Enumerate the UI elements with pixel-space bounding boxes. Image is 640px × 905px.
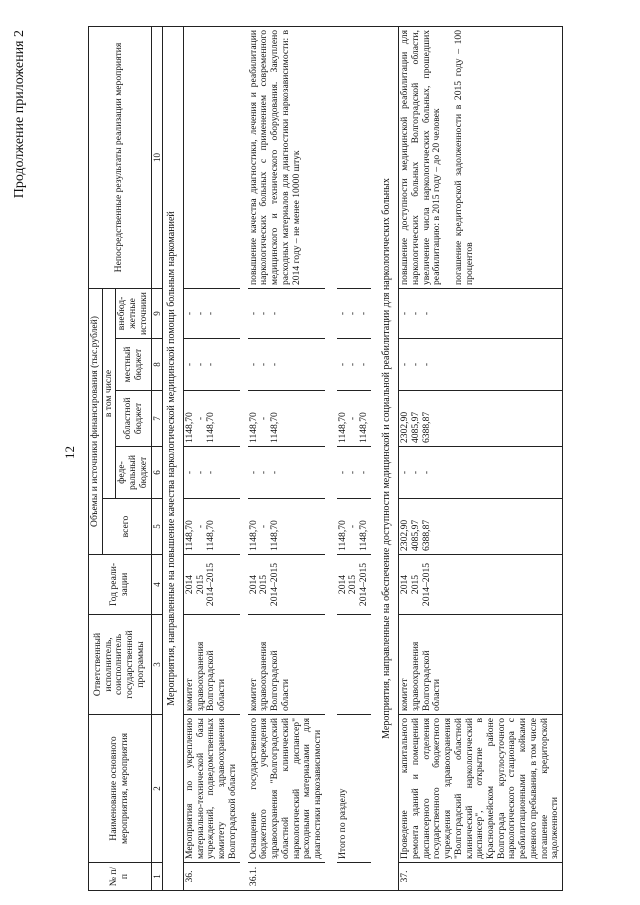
year-value: 2015 bbox=[347, 574, 359, 595]
measure-name: Мероприятия по укреплению материально-технической базы учреждений, подведомственных комитету здравоохранения Волгоградской области bbox=[183, 715, 239, 863]
total-value: 1148,70 bbox=[205, 520, 217, 551]
regional-value: - bbox=[258, 416, 270, 421]
executor: комитет здравоохранения Волгоградской области bbox=[399, 615, 563, 715]
regional-value: 1148,70 bbox=[183, 412, 195, 443]
header-extra: внебюд-жетные источники bbox=[116, 288, 151, 338]
column-number-row bbox=[151, 26, 162, 890]
extra-value: - bbox=[205, 311, 217, 316]
federal-value: - bbox=[358, 470, 370, 475]
header-name: Наименование основного мероприятия, мероприятия bbox=[89, 715, 152, 863]
total-value: 1148,70 bbox=[183, 520, 195, 551]
federal-value: - bbox=[269, 470, 281, 475]
year-value: 2014–2015 bbox=[358, 562, 370, 607]
federal-value: - bbox=[183, 470, 195, 475]
col-number: 5 bbox=[151, 499, 162, 555]
local-value: - bbox=[247, 362, 259, 367]
row-number: 36. bbox=[183, 863, 239, 891]
local-value: - bbox=[358, 362, 370, 367]
federal-value: - bbox=[409, 470, 421, 475]
local-value: - bbox=[409, 362, 421, 367]
subtotal-row bbox=[337, 26, 371, 890]
federal-value: - bbox=[194, 470, 206, 475]
regional-value: 1148,70 bbox=[269, 412, 281, 443]
federal-value: - bbox=[420, 470, 432, 475]
header-local: местный бюджет bbox=[116, 339, 151, 391]
table-row bbox=[399, 26, 563, 890]
extra-value: - bbox=[420, 311, 432, 316]
result-text: погашение кредиторской задолженности в 2015 году – 100 процентов bbox=[453, 29, 475, 285]
total-value: 1148,70 bbox=[336, 520, 348, 551]
year-value: 2014–2015 bbox=[420, 562, 432, 607]
extra-value: - bbox=[336, 311, 348, 316]
program-table bbox=[88, 26, 563, 891]
col-number: 10 bbox=[151, 26, 162, 288]
regional-value: - bbox=[194, 416, 206, 421]
local-value: - bbox=[205, 362, 217, 367]
year-value: 2014 bbox=[247, 574, 259, 595]
executor: комитет здравоохранения Волгоградской области bbox=[248, 615, 325, 715]
regional-value: 1148,70 bbox=[358, 412, 370, 443]
federal-value: - bbox=[258, 470, 270, 475]
header-executor: Ответственный исполнитель, соисполнитель государственной программы bbox=[89, 615, 152, 715]
extra-value: - bbox=[409, 311, 421, 316]
total-value: - bbox=[258, 524, 270, 529]
extra-value: - bbox=[347, 311, 359, 316]
local-value: - bbox=[399, 362, 411, 367]
regional-value: 1148,70 bbox=[336, 412, 348, 443]
extra-value: - bbox=[247, 311, 259, 316]
regional-value: 6388,87 bbox=[420, 411, 432, 443]
measure-name: Оснащение государственного бюджетного учреждения здравоохранения "Волгоградский областной клинический наркологический диспансер" расходными материалами для диагностики наркозависимости bbox=[248, 715, 325, 863]
regional-value: 1148,70 bbox=[247, 412, 259, 443]
year-value: 2014 bbox=[183, 574, 195, 595]
local-value: - bbox=[336, 362, 348, 367]
page-number: 12 bbox=[62, 446, 77, 459]
extra-value: - bbox=[183, 311, 195, 316]
header-results: Непосредственные результаты реализации мероприятия bbox=[89, 26, 152, 288]
federal-value: - bbox=[399, 470, 411, 475]
local-value: - bbox=[347, 362, 359, 367]
header-funding: Объемы и источники финансирования (тыс.рублей) bbox=[89, 288, 103, 554]
total-value: 2302,90 bbox=[399, 519, 411, 551]
measure-name: Проведение капитального ремонта зданий и помещений диспансерного отделения государственного бюджетного учреждения здравоохранения "Волгоградский областной клинический наркологический диспансер", открытие в Красноармейском районе Волгограда круглосуточного наркологического стационара с реабилитационными койками дневного пребывания, в том числе погашение кредиторской задолженности bbox=[399, 715, 563, 863]
year-value: 2014 bbox=[336, 574, 348, 595]
local-value: - bbox=[269, 362, 281, 367]
col-number: 1 bbox=[151, 863, 162, 891]
total-value: - bbox=[347, 524, 359, 529]
total-value: 1148,70 bbox=[247, 520, 259, 551]
section-title: Мероприятия, направленные на повышение качества наркологической медицинской помощи больным наркоманией bbox=[162, 26, 183, 890]
col-number: 7 bbox=[151, 391, 162, 447]
subtotal-label: Итого по разделу bbox=[337, 715, 371, 863]
col-number: 2 bbox=[151, 715, 162, 863]
row-number: 36.1. bbox=[248, 863, 325, 891]
local-value: - bbox=[194, 362, 206, 367]
header-num: № п/п bbox=[89, 863, 152, 891]
federal-value: - bbox=[247, 470, 259, 475]
header-regional: областной бюджет bbox=[116, 391, 151, 447]
executor: комитет здравоохранения Волгоградской области bbox=[183, 615, 239, 715]
extra-value: - bbox=[269, 311, 281, 316]
col-number: 4 bbox=[151, 555, 162, 615]
col-number: 8 bbox=[151, 339, 162, 391]
extra-value: - bbox=[399, 311, 411, 316]
row-number: 37. bbox=[399, 863, 563, 891]
result-text: повышение доступности медицинской реабилитации для наркологических больных Волгоградской области, увеличение числа наркологических больных, прошедших реабилитацию: в 2015 году – до 20 человек bbox=[399, 29, 443, 285]
header-federal: феде-ральный бюджет bbox=[116, 447, 151, 499]
col-number: 3 bbox=[151, 615, 162, 715]
year-value: 2015 bbox=[258, 574, 270, 595]
total-value: 1148,70 bbox=[269, 520, 281, 551]
local-value: - bbox=[183, 362, 195, 367]
col-number: 9 bbox=[151, 288, 162, 338]
col-number: 6 bbox=[151, 447, 162, 499]
year-value: 2014–2015 bbox=[269, 562, 281, 607]
extra-value: - bbox=[194, 311, 206, 316]
local-value: - bbox=[258, 362, 270, 367]
header-year: Год реали-зации bbox=[89, 555, 152, 615]
regional-value: 1148,70 bbox=[205, 412, 217, 443]
regional-value: 2302,90 bbox=[399, 411, 411, 443]
result-text: повышение качества диагностики, лечения и реабилитации наркологических больных с применением современного медицинского и технического оборудования. Закуплено расходных материалов для диагностики наркозависимости: в 2014 году – не менее 10000 штук bbox=[248, 26, 325, 288]
regional-value: - bbox=[347, 416, 359, 421]
table-row bbox=[183, 26, 239, 890]
extra-value: - bbox=[358, 311, 370, 316]
year-value: 2014 bbox=[399, 574, 411, 595]
total-value: - bbox=[194, 524, 206, 529]
regional-value: 4085,97 bbox=[409, 411, 421, 443]
year-value: 2014–2015 bbox=[205, 562, 217, 607]
total-value: 6388,87 bbox=[420, 519, 432, 551]
year-value: 2015 bbox=[194, 574, 206, 595]
federal-value: - bbox=[347, 470, 359, 475]
federal-value: - bbox=[205, 470, 217, 475]
year-value: 2015 bbox=[409, 574, 421, 595]
total-value: 1148,70 bbox=[358, 520, 370, 551]
local-value: - bbox=[420, 362, 432, 367]
federal-value: - bbox=[336, 470, 348, 475]
continuation-label: Продолжение приложения 2 bbox=[12, 30, 27, 199]
header-incl: в том числе bbox=[102, 288, 116, 498]
table-row bbox=[248, 26, 325, 890]
total-value: 4085,97 bbox=[409, 519, 421, 551]
header-total: всего bbox=[102, 499, 151, 555]
section-title: Мероприятия, направленные на обеспечение доступности медицинской и социальной реабилитации для наркологических больных bbox=[371, 26, 399, 890]
extra-value: - bbox=[258, 311, 270, 316]
